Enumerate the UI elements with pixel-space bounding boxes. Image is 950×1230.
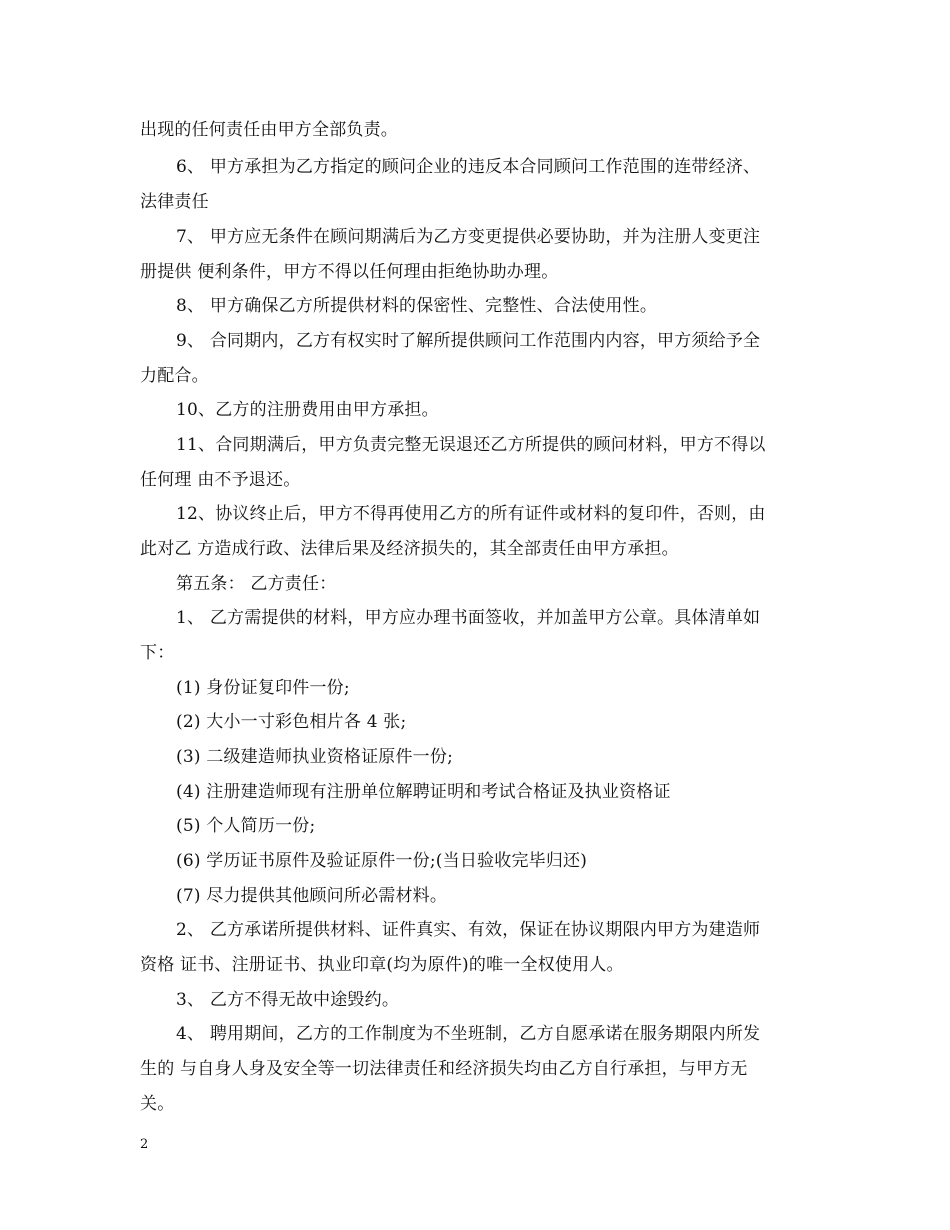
text-line: 2、 乙方承诺所提供材料、证件真实、有效，保证在协议期限内甲方为建造师 xyxy=(176,920,761,940)
text-line: 生的 与自身人身及安全等一切法律责任和经济损失均由乙方自行承担，与甲方无 xyxy=(140,1059,748,1079)
text-line: 12、协议终止后，甲方不得再使用乙方的所有证件或材料的复印件，否则，由 xyxy=(176,504,766,524)
text-line: 资格 证书、注册证书、执业印章(均为原件)的唯一全权使用人。 xyxy=(140,955,624,975)
list-item: (6) 学历证书原件及验证原件一份;(当日验收完毕归还) xyxy=(176,851,588,871)
text-line: 1、 乙方需提供的材料，甲方应办理书面签收，并加盖甲方公章。具体清单如 xyxy=(176,608,761,628)
list-item: (7) 尽力提供其他顾问所必需材料。 xyxy=(176,886,448,906)
text-line: 11、合同期满后，甲方负责完整无误退还乙方所提供的顾问材料，甲方不得以 xyxy=(176,435,766,455)
list-item: (5) 个人简历一份; xyxy=(176,816,316,836)
text-line: 6、 甲方承担为乙方指定的顾问企业的违反本合同顾问工作范围的连带经济、 xyxy=(176,157,761,177)
text-line: 10、乙方的注册费用由甲方承担。 xyxy=(176,400,439,420)
text-line: 此对乙 方造成行政、法律后果及经济损失的，其全部责任由甲方承担。 xyxy=(140,539,679,559)
section-heading: 第五条： 乙方责任： xyxy=(176,574,337,594)
text-line: 下： xyxy=(140,643,175,663)
list-item: (1) 身份证复印件一份; xyxy=(176,678,350,698)
text-line: 册提供 便利条件，甲方不得以任何理由拒绝协助办理。 xyxy=(140,262,559,282)
text-line: 出现的任何责任由甲方全部负责。 xyxy=(140,120,398,140)
page-number: 2 xyxy=(140,1137,149,1152)
text-line: 力配合。 xyxy=(140,366,209,386)
text-line: 3、 乙方不得无故中途毁约。 xyxy=(176,990,400,1010)
list-item: (3) 二级建造师执业资格证原件一份; xyxy=(176,747,454,767)
text-line: 关。 xyxy=(140,1094,175,1114)
list-item: (2) 大小一寸彩色相片各 4 张; xyxy=(176,712,407,732)
text-line: 法律责任 xyxy=(140,192,209,212)
text-line: 7、 甲方应无条件在顾问期满后为乙方变更提供必要协助，并为注册人变更注 xyxy=(176,227,761,247)
text-line: 4、 聘用期间，乙方的工作制度为不坐班制，乙方自愿承诺在服务期限内所发 xyxy=(176,1024,761,1044)
text-line: 任何理 由不予退还。 xyxy=(140,470,301,490)
text-line: 9、 合同期内，乙方有权实时了解所提供顾问工作范围内内容，甲方须给予全 xyxy=(176,331,761,351)
text-line: 8、 甲方确保乙方所提供材料的保密性、完整性、合法使用性。 xyxy=(176,296,658,316)
list-item: (4) 注册建造师现有注册单位解聘证明和考试合格证及执业资格证 xyxy=(176,782,671,802)
